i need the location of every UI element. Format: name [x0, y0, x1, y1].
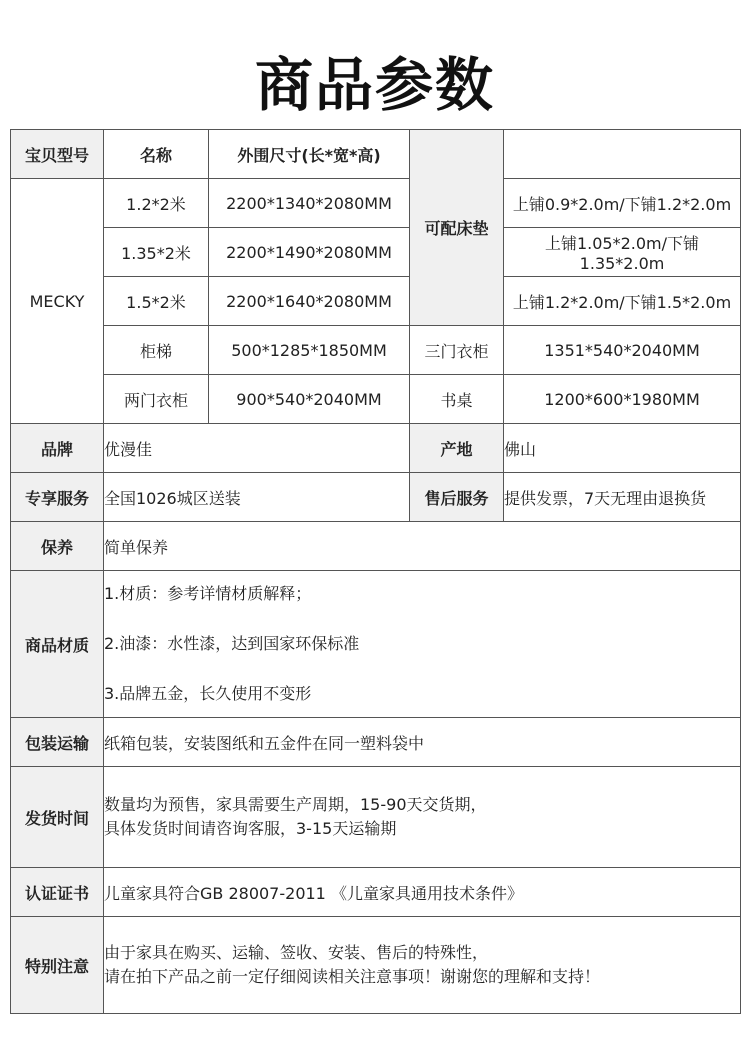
table-row	[11, 424, 741, 473]
extra-size: 500*1285*1850MM	[209, 326, 410, 375]
shipping-label: 发货时间	[11, 767, 104, 868]
service-label: 专享服务	[11, 473, 104, 522]
name-header: 名称	[104, 130, 209, 179]
extra-name: 三门衣柜	[410, 326, 504, 375]
table-row	[11, 473, 741, 522]
certification-label: 认证证书	[11, 868, 104, 917]
table-row	[11, 228, 741, 277]
product-mattress: 上铺1.2*2.0m/下铺1.5*2.0m	[504, 277, 741, 326]
packaging-label: 包装运输	[11, 718, 104, 767]
material-line: 3.品牌五金，长久使用不变形	[104, 684, 312, 703]
table-row	[11, 522, 741, 571]
product-name: 1.35*2米	[104, 228, 209, 277]
spec-table	[10, 129, 741, 1014]
table-row	[11, 179, 741, 228]
table-row	[11, 130, 741, 179]
notice-label: 特别注意	[11, 917, 104, 1014]
model-value: MECKY	[11, 179, 104, 424]
material-line: 1.材质：参考详情材质解释；	[104, 584, 312, 603]
model-label: 宝贝型号	[11, 130, 104, 179]
brand-value: 优漫佳	[104, 424, 410, 473]
material-label: 商品材质	[11, 571, 104, 718]
brand-label: 品牌	[11, 424, 104, 473]
product-mattress: 上铺1.05*2.0m/下铺1.35*2.0m	[504, 228, 741, 277]
origin-value: 佛山	[504, 424, 741, 473]
shipping-line: 具体发货时间请咨询客服，3-15天运输期	[104, 819, 397, 838]
extra-size: 1200*600*1980MM	[504, 375, 741, 424]
table-row	[11, 326, 741, 375]
table-row	[11, 277, 741, 326]
shipping-value	[104, 767, 741, 868]
extra-name: 书桌	[410, 375, 504, 424]
material-value	[104, 571, 741, 718]
product-size: 2200*1640*2080MM	[209, 277, 410, 326]
packaging-value: 纸箱包装，安装图纸和五金件在同一塑料袋中	[104, 718, 741, 767]
mattress-header-empty	[504, 130, 741, 179]
extra-size: 900*540*2040MM	[209, 375, 410, 424]
extra-size: 1351*540*2040MM	[504, 326, 741, 375]
maintenance-value: 简单保养	[104, 522, 741, 571]
product-size: 2200*1340*2080MM	[209, 179, 410, 228]
extra-name: 柜梯	[104, 326, 209, 375]
page-title: 商品参数	[254, 51, 495, 119]
service-value: 全国1026城区送装	[104, 473, 410, 522]
shipping-line: 数量均为预售，家具需要生产周期，15-90天交货期，	[104, 795, 487, 814]
mattress-label: 可配床垫	[410, 130, 504, 326]
material-line: 2.油漆：水性漆，达到国家环保标准	[104, 634, 360, 653]
certification-value: 儿童家具符合GB 28007-2011 《儿童家具通用技术条件》	[104, 868, 741, 917]
table-row	[11, 571, 741, 718]
table-row	[11, 767, 741, 868]
table-row	[11, 917, 741, 1014]
extra-name: 两门衣柜	[104, 375, 209, 424]
table-row	[11, 375, 741, 424]
table-row	[11, 868, 741, 917]
maintenance-label: 保养	[11, 522, 104, 571]
origin-label: 产地	[410, 424, 504, 473]
after-sales-label: 售后服务	[410, 473, 504, 522]
product-size: 2200*1490*2080MM	[209, 228, 410, 277]
notice-line: 请在拍下产品之前一定仔细阅读相关注意事项！谢谢您的理解和支持！	[104, 967, 601, 986]
product-name: 1.2*2米	[104, 179, 209, 228]
after-sales-value: 提供发票，7天无理由退换货	[504, 473, 741, 522]
product-mattress: 上铺0.9*2.0m/下铺1.2*2.0m	[504, 179, 741, 228]
notice-value	[104, 917, 741, 1014]
product-name: 1.5*2米	[104, 277, 209, 326]
notice-line: 由于家具在购买、运输、签收、安装、售后的特殊性，	[104, 943, 489, 962]
table-row	[11, 718, 741, 767]
size-header: 外围尺寸(长*宽*高)	[209, 130, 410, 179]
